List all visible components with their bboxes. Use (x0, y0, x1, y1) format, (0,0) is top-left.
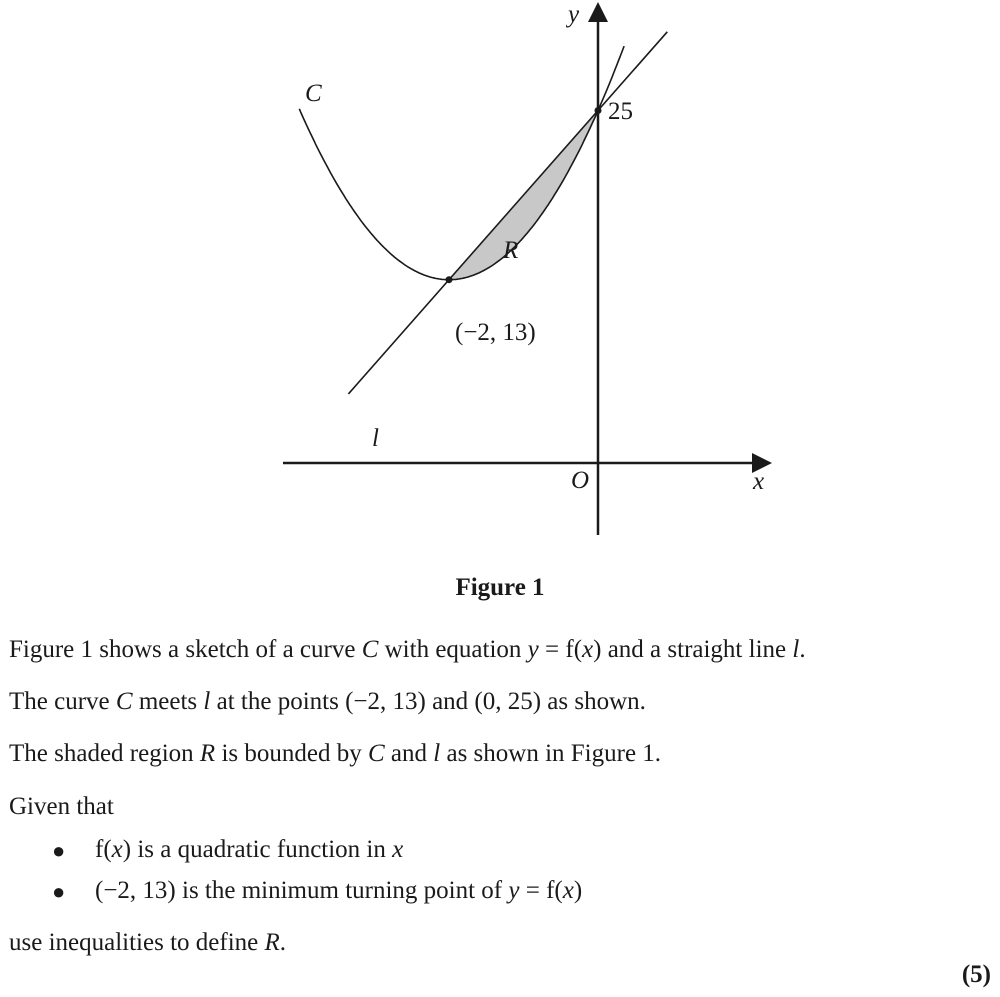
bullet-1: ● (52, 838, 66, 863)
origin-label: O (571, 467, 590, 494)
y-axis-label: y (568, 1, 580, 28)
x-axis-label: x (753, 468, 765, 495)
question-paragraph-4: Given that (9, 793, 114, 820)
bullet-2: ● (52, 879, 66, 904)
question-paragraph-5: use inequalities to define R. (9, 929, 287, 956)
condition-2: (−2, 13) is the minimum turning point of y = f(x) (95, 877, 583, 904)
minimum-point (446, 276, 453, 283)
condition-1: f(x) is a quadratic function in x (95, 836, 404, 863)
question-paragraph-1: Figure 1 shows a sketch of a curve C with equation y = f(x) and a straight line l. (9, 636, 806, 663)
region-r-label: R (503, 237, 519, 264)
question-paragraph-2: The curve C meets l at the points (−2, 13) and (0, 25) as shown. (9, 688, 646, 715)
figure-caption: Figure 1 (455, 574, 545, 601)
y-intercept-label: 25 (608, 98, 633, 125)
curve-c (299, 46, 624, 280)
line-l-label: l (372, 425, 379, 452)
curve-c-label: C (305, 80, 322, 107)
intercept-point (595, 107, 602, 114)
question-paragraph-3: The shaded region R is bounded by C and l as shown in Figure 1. (9, 740, 662, 767)
marks-indicator: (5) (961, 961, 991, 988)
minimum-point-label: (−2, 13) (455, 319, 536, 346)
